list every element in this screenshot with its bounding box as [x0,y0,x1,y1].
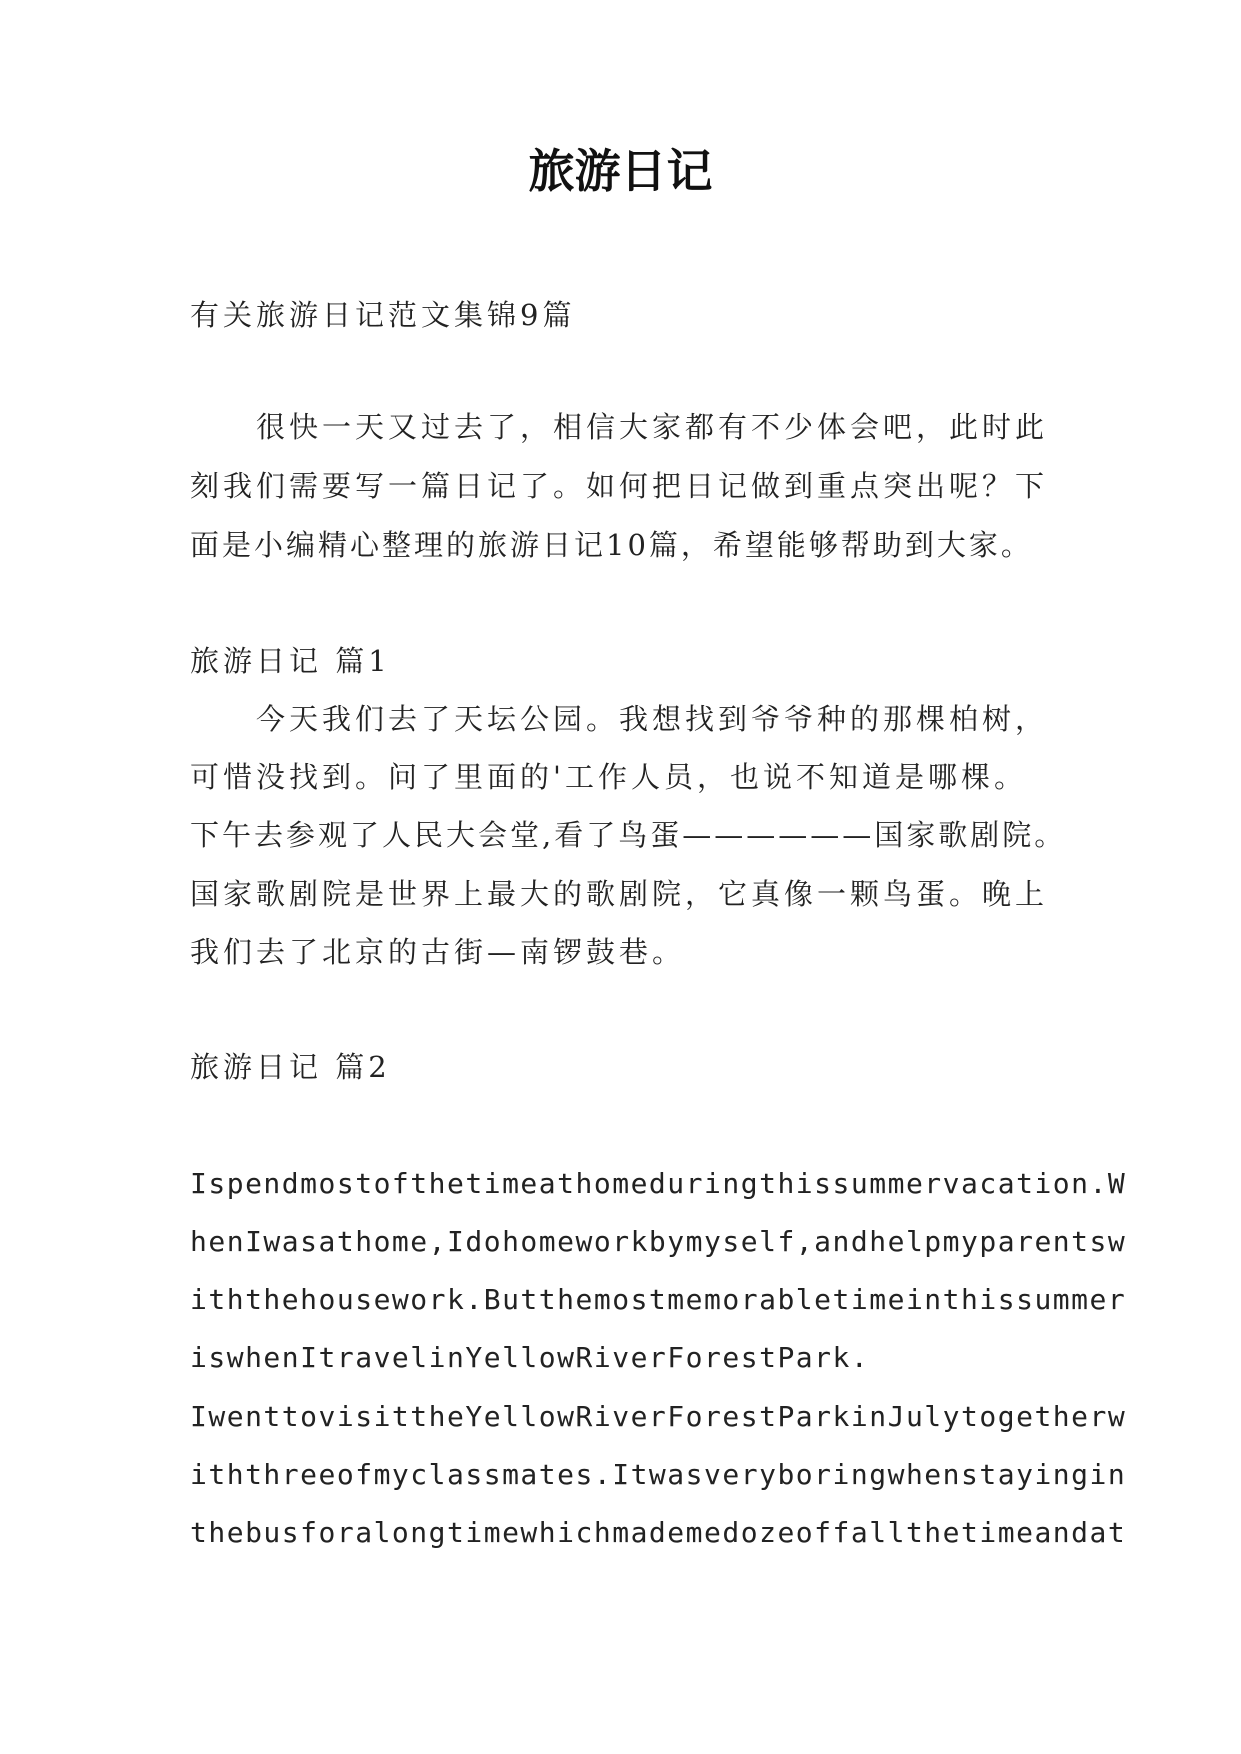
document-title: 旅游日记 [528,144,713,198]
section-1-line-3: 下午去参观了人民大会堂,看了鸟蛋——————国家歌剧院。 [190,818,1067,852]
section-2-heading: 旅游日记 篇2 [190,1050,391,1084]
section-2-line-2: henIwasathome,Idohomeworkbymyself,andhelpmyparentsw [190,1225,1127,1258]
intro-line-1: 很快一天又过去了，相信大家都有不少体会吧，此时此 [256,410,1049,444]
section-2-line-1: Ispendmostofthetimeathomeduringthissummervacation.W [190,1167,1127,1200]
section-2-line-3: iththehousework.Butthemostmemorabletimeinthissummer [190,1283,1127,1316]
section-2-line-6: iththreeofmyclassmates.Itwasveryboringwhenstayingin [190,1458,1127,1491]
intro-line-2: 刻我们需要写一篇日记了。如何把日记做到重点突出呢？下 [190,469,1049,503]
section-1-line-1: 今天我们去了天坛公园。我想找到爷爷种的那棵柏树， [256,702,1049,736]
section-1-line-2: 可惜没找到。问了里面的'工作人员，也说不知道是哪棵。 [190,760,1027,794]
intro-line-3: 面是小编精心整理的旅游日记10篇，希望能够帮助到大家。 [190,528,1033,562]
section-1-heading: 旅游日记 篇1 [190,644,391,678]
section-2-line-5: IwenttovisittheYellowRiverForestParkinJulytogetherw [190,1400,1127,1433]
section-2-line-4: iswhenItravelinYellowRiverForestPark. [190,1341,870,1374]
section-1-line-5: 我们去了北京的古街—南锣鼓巷。 [190,935,686,969]
section-2-line-7: thebusforalongtimewhichmademedozeoffallthetimeandat [190,1516,1127,1549]
section-1-line-4: 国家歌剧院是世界上最大的歌剧院，它真像一颗鸟蛋。晚上 [190,877,1049,911]
document-subtitle: 有关旅游日记范文集锦9篇 [190,298,576,332]
